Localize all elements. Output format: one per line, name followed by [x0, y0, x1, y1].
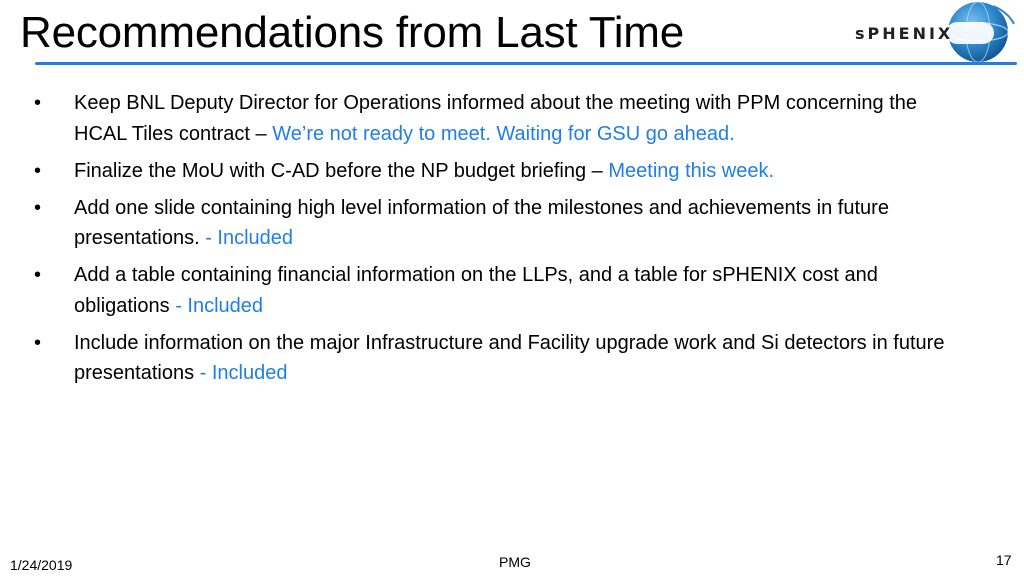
title-underline [35, 62, 1017, 65]
logo-wordmark: sPHENIX [855, 24, 954, 43]
bullet-text: Add one slide containing high level information of the milestones and achievements in future presentations. [74, 196, 889, 249]
bullet-list [0, 88, 1024, 395]
bullet-item [0, 328, 1024, 389]
bullet-marker: • [34, 159, 42, 182]
page-number: 17 [996, 552, 1012, 568]
bullet-item [0, 156, 1024, 187]
bullet-item [0, 260, 1024, 321]
bullet-text: Finalize the MoU with C-AD before the NP budget briefing – [74, 159, 609, 182]
bullet-marker: • [34, 196, 42, 219]
bullet-status: - Included [175, 294, 264, 317]
bullet-text: Keep BNL Deputy Director for Operations informed about the meeting with PPM concerning the HCAL Tiles contract – [74, 92, 918, 145]
bullet-marker: • [34, 92, 42, 114]
bullet-status: - Included [199, 362, 288, 384]
bullet-item [0, 88, 1024, 149]
bullet-marker: • [34, 264, 42, 286]
bullet-text: Add a table containing financial information on the LLPs, and a table for sPHENIX cost and obligations [74, 264, 878, 317]
sphenix-logo [850, 0, 1020, 66]
footer-date: 1/24/2019 [10, 557, 73, 573]
footer-label: PMG [499, 554, 531, 570]
bullet-marker: • [34, 331, 42, 354]
bullet-item [0, 193, 1024, 254]
bullet-text: Include information on the major Infrastructure and Facility upgrade work and Si detectors in future presentations [74, 331, 945, 384]
bullet-status: - Included [205, 227, 294, 249]
bullet-status: Meeting this week. [608, 159, 774, 182]
bullet-status: We’re not ready to meet. Waiting for GSU go ahead. [272, 122, 735, 145]
slide-title: Recommendations from Last Time [20, 8, 685, 57]
